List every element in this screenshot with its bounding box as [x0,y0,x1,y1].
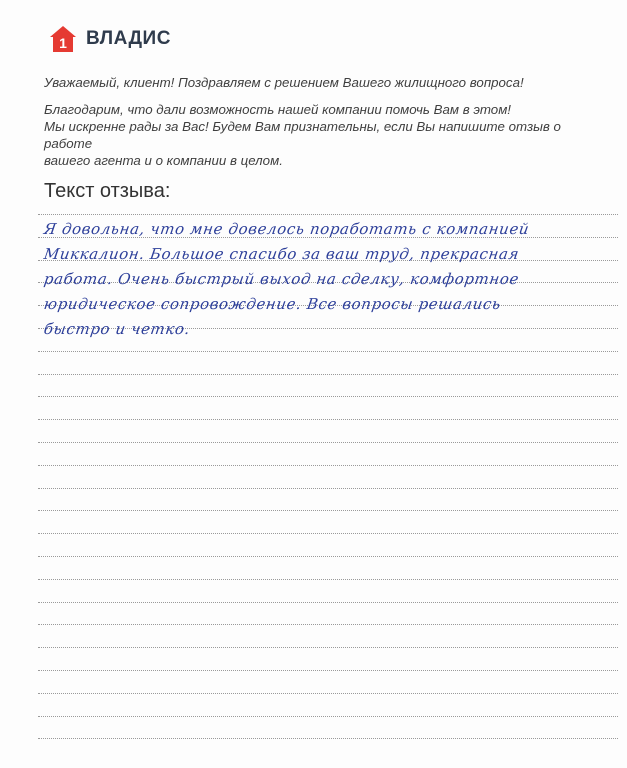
intro-line: Мы искренне рады за Вас! Будем Вам признательны, если Вы напишите отзыв о работе [44,119,561,151]
brand-logo [48,24,171,54]
handwritten-line: Я довольна, что мне довелось поработать с компанией [42,220,531,238]
brand-name: ВЛАДИС [86,28,171,49]
ruled-line [38,670,618,671]
handwritten-line: Миккалион. Большое спасибо за ваш труд, прекрасная [42,245,521,263]
ruled-line [38,214,618,215]
ruled-line [38,602,618,603]
ruled-line [38,510,618,511]
handwritten-line: быстро и четко. [42,320,192,338]
ruled-line [38,556,618,557]
svg-text:1: 1 [59,35,67,51]
ruled-line [38,396,618,397]
ruled-line [38,738,618,739]
ruled-line [38,374,618,375]
handwritten-line: работа. Очень быстрый выход на сделку, комфортное [42,270,521,288]
intro-text [44,74,604,169]
intro-line: Благодарим, что дали возможность нашей компании помочь Вам в этом! [44,102,512,117]
ruled-line [38,693,618,694]
ruled-line [38,419,618,420]
ruled-line [38,624,618,625]
ruled-line [38,488,618,489]
intro-line: вашего агента и о компании в целом. [44,153,283,168]
house-1-icon [48,24,78,54]
ruled-line [38,442,618,443]
ruled-line [38,533,618,534]
ruled-line [38,465,618,466]
ruled-line [38,351,618,352]
ruled-line [38,579,618,580]
intro-line: Уважаемый, клиент! Поздравляем с решением Вашего жилищного вопроса! [44,75,524,90]
review-title: Текст отзыва: [44,180,171,202]
ruled-line [38,716,618,717]
ruled-line [38,647,618,648]
handwritten-line: юридическое сопровождение. Все вопросы решались [42,295,503,313]
